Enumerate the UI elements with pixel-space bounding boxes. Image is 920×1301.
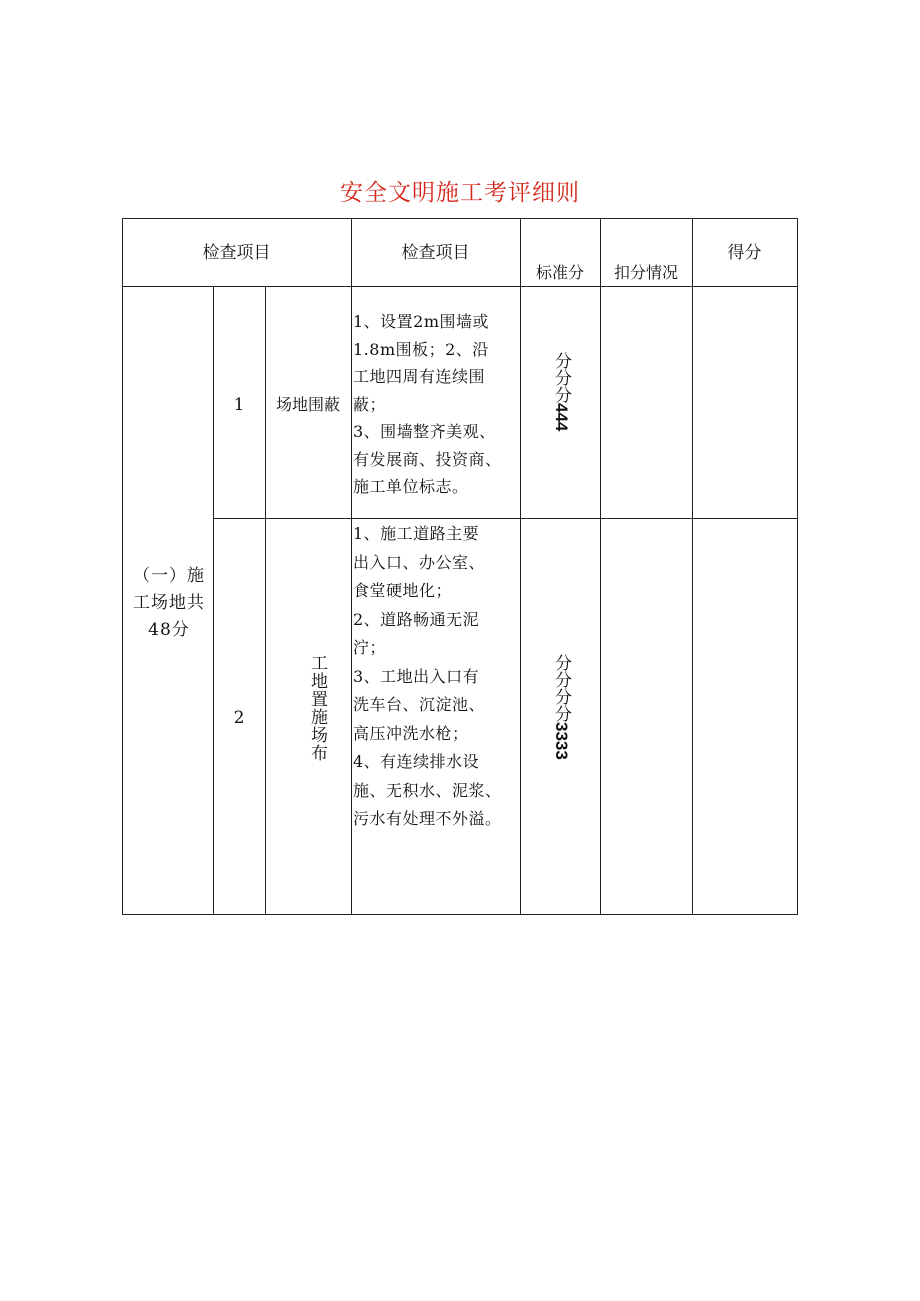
table-border-top: [122, 218, 798, 219]
row-index: 2: [233, 708, 245, 728]
table-header-divider: [122, 286, 798, 287]
header-check-item: 检查项目: [202, 243, 271, 263]
score-number: 3333: [552, 722, 571, 760]
row-description: 1、施工道路主要 出入口、办公室、 食堂硬地化； 2、道路畅通无泥 泞； 3、工地出入口有 洗车台、沉淀池、 高压冲洗水枪； 4、有连续排水设 施、无积水、泥浆、 污水有处理不外溢。: [353, 524, 502, 828]
row-item: 场地围蔽: [275, 395, 340, 414]
table-col-divider: [692, 218, 693, 915]
header-score: 得分: [727, 243, 762, 263]
row-index: 1: [233, 395, 245, 415]
table-col-divider: [265, 286, 266, 915]
evaluation-table: [122, 218, 798, 915]
table-col-divider: [600, 218, 601, 915]
section-label-line: （一）施: [133, 566, 205, 586]
table-border-left: [122, 218, 123, 915]
header-check-content: 检查项目: [401, 243, 470, 263]
header-deduction: 扣分情况: [613, 263, 678, 282]
score-number: 444: [552, 403, 571, 432]
row-standard-score: [550, 654, 572, 760]
table-border-right: [797, 218, 798, 915]
row-item: 工地置施场布: [307, 654, 327, 762]
section-label: [126, 563, 212, 644]
table-border-bottom: [122, 914, 798, 915]
row-standard-score: [550, 352, 572, 431]
score-unit-text: 分分分分: [551, 654, 571, 722]
section-label-line: 48分: [148, 620, 190, 640]
section-label-line: 工场地共: [133, 593, 205, 613]
document-title: 安全文明施工考评细则: [340, 180, 580, 206]
score-unit-text: 分分分: [551, 352, 571, 403]
row-description: 1、设置2m围墙或 1.8m围板；2、沿 工地四周有连续围 蔽； 3、围墙整齐美观、 有发展商、投资商、 施工单位标志。: [353, 312, 502, 496]
table-col-divider: [351, 218, 352, 915]
header-standard-score: 标准分: [535, 263, 584, 282]
table-col-divider: [213, 286, 214, 915]
table-row-divider: [213, 518, 798, 519]
